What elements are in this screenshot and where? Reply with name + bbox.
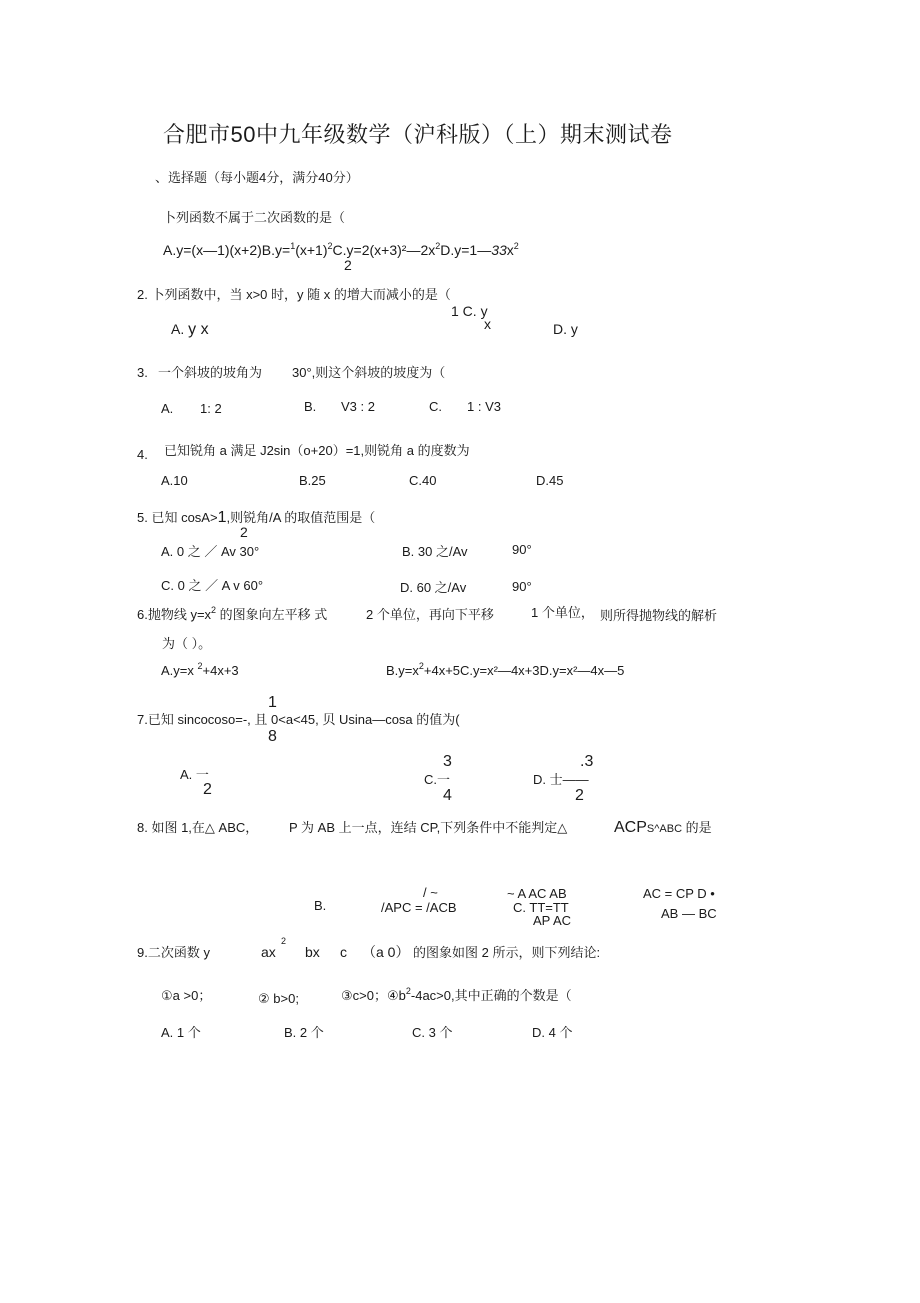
q1-fraction-denominator: 2 [344,257,352,273]
q7-option-c: C.一 [424,772,451,787]
q4-option-b: B.25 [299,473,326,488]
q6-option-a: A.y=x $^2$+4x+3 [161,661,239,678]
q8-option-c-bottom: AP AC [533,913,572,928]
q2-option-c-top: 1 C. y [451,303,488,319]
q7-option-a: A. 一 [180,767,209,782]
q8-option-d-top: AC = CP D • [643,886,715,901]
q2-option-c-bottom: x [484,316,491,332]
q7-option-a-denominator: 2 [203,781,212,798]
q6-stem-shift-left: 2 个单位，再向下平移 [366,607,494,622]
q7-option-c-numerator: 3 [443,753,452,770]
q4-option-d: D.45 [536,473,564,488]
q6-options-bcd: $B.y=x^2+4x+5C.y=x^2—4x+3D.y=x^2—4x—5$ [386,661,625,678]
q4-num: 4. [137,447,148,462]
q8-stem-b: P 为 AB 上一点，连结 CP,下列条件中不能判定△ [289,820,568,835]
q4-option-a: A.10 [161,473,188,488]
q8-stem-a: 8. 如图 1,在△ ABC， [137,820,259,835]
q4-option-c: C.40 [409,473,437,488]
q9-term-ax: ax [261,944,276,960]
q9-statement-2: ② b>0; [258,991,299,1006]
q5-option-c: C. 0 之 ／ A v 60° [161,578,264,593]
q8-option-d-bottom: AB — BC [661,906,717,921]
q9-stem-b: 的图象如图 2 所示，则下列结论: [413,945,601,960]
q9-condition: （a 0） [362,944,410,960]
q7-option-c-denominator: 4 [443,787,452,804]
q8-option-b: /APC = /ACB [381,900,457,915]
q3-option-c: 1 : V3 [467,399,501,414]
q5-stem: 5. 已知 cosA>1,则锐角/A 的取值范围是（ [137,509,376,526]
q5-option-d-bound: 90° [512,579,532,594]
q1-stem: 卜列函数不属于二次函数的是（ [163,210,346,225]
q3-option-a: 1: 2 [200,401,222,416]
q7-stem: 7.已知 sincocoso=-, 且 0<a<45, 贝 Usina—cosa 的值为( [137,712,460,727]
page-title: 合肥市50中九年级数学（沪科版）（上）期末测试卷 [163,122,673,147]
q3-num: 3. [137,365,148,380]
q9-term-bx: bx [305,944,320,960]
q5-option-b: B. 30 之/Av [402,544,468,559]
q5-option-a: A. 0 之 ／ Av 30° [161,544,260,559]
q2-option-d: D. y [553,321,578,337]
q6-stem: 6.抛物线 $y=x^2$ 的图象向左平移 式 [137,605,328,622]
q6-stem-end: 则所得抛物线的解析 [600,608,718,623]
q4-stem: 已知锐角 a 满足 J2sin（o+20）=1,则锐角 a 的度数为 [164,443,470,458]
q8-stem-end: ACPS^ABC 的是 [614,819,712,836]
q9-stem-a: 9.二次函数 y [137,945,210,960]
q7-option-d-numerator: .3 [580,753,594,770]
q3-option-b-label: B. [304,399,317,414]
q6-stem-shift-down: 1 个单位， [531,605,594,620]
q6-stem-line2: 为（ ）。 [162,636,212,651]
q2-stem: 2. 卜列函数中，当 x>0 时，y 随 x 的增大而减小的是（ [137,287,451,302]
q7-option-d-denominator: 2 [575,787,584,804]
q8-option-c: C. TT=TT [513,900,569,915]
q3-option-b: V3 : 2 [341,399,375,414]
section-heading: 、选择题（每小题4分，满分40分） [155,170,359,185]
q9-term-ax-exponent: 2 [281,936,287,946]
q5-option-b-bound: 90° [512,542,532,557]
q9-term-c: c [340,944,347,960]
q9-option-a: A. 1 个 [161,1025,201,1040]
q9-statement-1: ①a >0； [161,988,212,1003]
q8-option-c-top: ~ A AC AB [507,886,567,901]
q3-stem: 一个斜坡的坡角为 [158,365,263,380]
q2-option-a: A. y x [171,321,209,338]
q1-options: $A.y=(x—1)(x+2)B.y=^1(x+1)^2C.y=2(x+3)^2—2x^2D.y=1—33x^2$ [163,241,519,258]
q9-statement-3-4: ③c>0；$④b^2-4ac>0$,其中正确的个数是（ [341,986,572,1003]
q7-fraction-numerator: 1 [268,694,277,711]
q9-option-c: C. 3 个 [412,1025,453,1040]
q7-option-d: D. 士—— [533,772,589,787]
q5-fraction-denominator: 2 [240,524,248,540]
q9-option-d: D. 4 个 [532,1025,573,1040]
q8-option-b-label: B. [314,898,327,913]
q3-option-c-label: C. [429,399,442,414]
q5-option-d: D. 60 之/Av [400,580,467,595]
q3-angle: 30°,则这个斜坡的坡度为（ [292,365,446,380]
q8-option-b-top: / ~ [423,885,438,900]
q9-option-b: B. 2 个 [284,1025,324,1040]
q7-fraction-denominator: 8 [268,728,277,745]
q3-option-a-label: A. [161,401,174,416]
